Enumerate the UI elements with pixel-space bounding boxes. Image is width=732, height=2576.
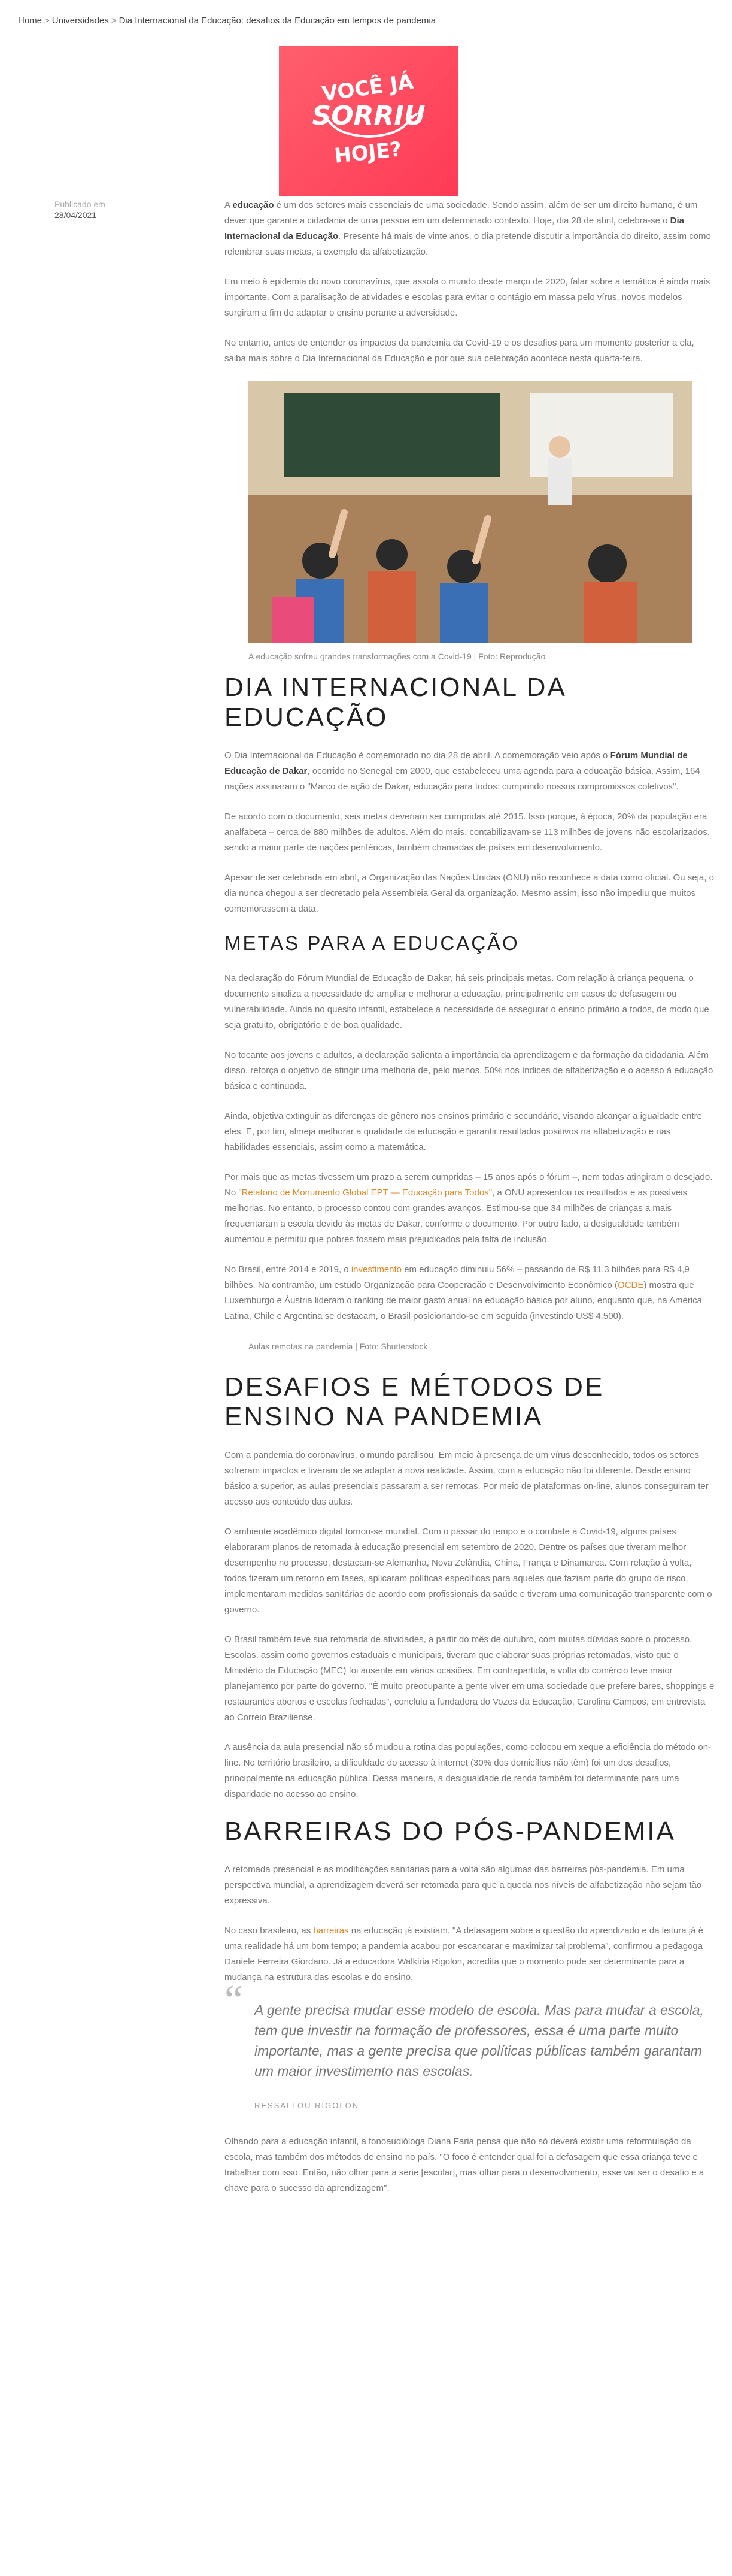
- barreiras-link[interactable]: barreiras: [313, 1926, 349, 1936]
- barreiras-paragraph-2: No caso brasileiro, as barreiras na educação já existiam. "A defasagem sobre a questão do aprendizado e da leitura já é uma realidade há um bom tempo; a pandemia acabou por escancarar e maximizar tal problema", confirmou a pedagoga Daniele Ferreira Giordano. Já a educadora Walkiria Rigolon, acredita que o momento pode ser determinante para a mudança na estrutura das escolas e do ensino.: [224, 1926, 703, 1982]
- keyword-dia-internacional: Dia Internacional da Educação: [224, 216, 684, 241]
- metas-paragraph-4: Por mais que as metas tivessem um prazo a serem cumpridas – 15 anos após o fórum –, nem todas atingiram o desejado. No "Relatório de Monumento Global EPT — Educação para Todos", a ONU apresentou os resultados e as possíveis melhorias. No entanto, o processo contou com grandes avanços. Estimou-se que 34 milhões de crianças a mais frequentaram a escola devido às metas de Dakar, conforme o documento. Por outro lado, a desigualdade também aumentou e permitiu que pobres fossem mais prejudicados pela falta de inclusão.: [224, 1172, 713, 1245]
- heading-barreiras: BARREIRAS DO PÓS-PANDEMIA: [224, 1817, 676, 1846]
- breadcrumb-section-link[interactable]: Universidades: [51, 16, 109, 26]
- metas-paragraph-5: No Brasil, entre 2014 e 2019, o investimento em educação diminuiu 56% – passando de R$ 11,3 bilhões para R$ 4,9 bilhões. Na contramão, um estudo Organização para Cooperação e Desenvolvimento Econômico (OCDE) mostra que Luxemburgo e Áustria lideram o ranking de maior gasto anual na educação básica por aluno, enquanto que, na América Latina, Chile e Argentina se destacam, o Brasil posicionando-se em seguida (investindo US$ 4.500).: [224, 1264, 703, 1321]
- dia-paragraph-1: O Dia Internacional da Educação é comemorado no dia 28 de abril. A comemoração veio após o Fórum Mundial de Educação de Dakar, ocorrido no Senegal em 2000, que estabeleceu uma agenda para a educação básica. Assim, 164 nações assinaram o "Marco de ação de Dakar, educação para todos: cumprindo nossos compromissos coletivos".: [224, 750, 700, 792]
- metas-paragraph-1: Na declaração do Fórum Mundial de Educação de Dakar, há seis principais metas. Com relação à criança pequena, o documento sinaliza a necessidade de ampliar e melhorar a educação, principalmente em casos de defasagem ou vulnerabilidade. Ainda no quesito infantil, estabelece a necessidade de assegurar o ensino primário a todos, de modo que seja gratuito, obrigatório e de boa qualidade.: [224, 973, 709, 1030]
- intro-paragraph-1: A educação é um dos setores mais essenciais de uma sociedade. Sendo assim, além de ser um direito humano, é um dever que garante a cidadania de uma pessoa em um determinado contexto. Hoje, dia 28 de abril, celebra-se o Dia Internacional da Educação. Presente há mais de vinte anos, o dia pretende discutir a importância do direito, assim como relembrar suas metas, a exemplo da alfabetização.: [224, 200, 711, 257]
- metas-paragraph-2: No tocante aos jovens e adultos, a declaração salienta a importância da aprendizagem e da formação da cidadania. Além disso, reforça o objetivo de atingir uma melhoria de, pelo menos, 50% nos índices de alfabetização e o acesso à educação básica e continuada.: [224, 1050, 713, 1091]
- hero-line3: HOJE?: [333, 137, 403, 168]
- hero-line2: SORRIU: [312, 101, 426, 131]
- breadcrumb: [18, 16, 436, 26]
- heading-metas: METAS PARA A EDUCAÇÃO: [224, 932, 520, 954]
- breadcrumb-current: Dia Internacional da Educação: desafios da Educação em tempos de pandemia: [119, 16, 436, 26]
- ocde-link[interactable]: OCDE: [618, 1280, 644, 1290]
- desafios-paragraph-4: A ausência da aula presencial não só mudou a rotina das populações, como colocou em xeque a eficiência do método on-line. No território brasileiro, a dificuldade do acesso à internet (30% dos domicílios não têm) foi um dos desafios, principalmente na educação pública. Dessa maneira, a desigualdade de renda também foi determinante para uma disparidade no acesso ao ensino.: [224, 1742, 712, 1799]
- barreiras-paragraph-3: Olhando para a educação infantil, a fonoaudióloga Diana Faria pensa que não só deverá existir uma reformulação da escola, mas também dos métodos de ensino no país. "O foco é entender qual foi a defasagem que essa criança teve e trabalhar com isso. Então, não olhar para a série [escolar], mas olhar para o desenvolvimento, esse vai ser o desafio e a chave para o sucesso da aprendizagem".: [224, 2136, 704, 2193]
- post-meta: [54, 199, 105, 220]
- hero-line1: VOCÊ JÁ: [320, 69, 415, 107]
- keyword-forum-dakar: Fórum Mundial de Educação de Dakar: [224, 750, 688, 776]
- quote-attribution: RESSALTOU RIGOLON: [254, 2101, 360, 2110]
- figure-caption: Aulas remotas na pandemia | Foto: Shutterstock: [248, 1342, 428, 1351]
- dia-paragraph-2: De acordo com o documento, seis metas deveriam ser cumpridas até 2015. Isso porque, à época, 20% da população era analfabeta – cerca de 880 milhões de adultos. Além do mais, contabilizavam-se 113 milhões de jovens não escolarizados, sendo a maior parte de nações periféricas, também chamadas de países em desenvolvimento.: [224, 812, 710, 853]
- published-date: 28/04/2021: [54, 210, 97, 220]
- figure-caption: A educação sofreu grandes transformações com a Covid-19 | Foto: Reprodução: [248, 652, 546, 661]
- heading-desafios: DESAFIOS E MÉTODOS DE ENSINO NA PANDEMIA: [224, 1372, 605, 1431]
- quote-icon: “: [224, 1977, 244, 2023]
- classroom-figure: [248, 381, 715, 664]
- classroom-photo: [248, 381, 692, 643]
- pull-quote: [224, 1977, 715, 2116]
- quote-text: A gente precisa mudar esse modelo de escola. Mas para mudar a escola, tem que investir na formação de professores, essa é uma parte muito importante, mas a gente precisa que políticas públicas também garantam um maior investimento nas escolas.: [254, 2002, 704, 2079]
- relatorio-link[interactable]: "Relatório de Monumento Global EPT — Educação para Todos": [238, 1188, 493, 1198]
- breadcrumb-separator: >: [44, 16, 50, 26]
- keyword-educacao: educação: [232, 200, 274, 210]
- breadcrumb-separator: >: [111, 16, 117, 26]
- heading-dia-internacional: DIA INTERNACIONAL DA EDUCAÇÃO: [224, 673, 566, 732]
- metas-paragraph-3: Ainda, objetiva extinguir as diferenças de gênero nos ensinos primário e secundário, visando alcançar a igualdade entre eles. E, por fim, almeja melhorar a qualidade da educação e garantir resultados positivos na alfabetização e nas habilidades essenciais, assim como a matemática.: [224, 1111, 702, 1152]
- article-content: [224, 198, 715, 2211]
- hero-image: [279, 46, 458, 196]
- intro-paragraph-3: No entanto, antes de entender os impactos da pandemia da Covid-19 e os desafios para um momento posterior a ela, saiba mais sobre o Dia Internacional da Educação e por que sua celebração acontece nesta quarta-feira.: [224, 338, 694, 364]
- breadcrumb-home-link[interactable]: Home: [18, 16, 42, 26]
- barreiras-paragraph-1: A retomada presencial e as modificações sanitárias para a volta são algumas das barreiras pós-pandemia. Em uma perspectiva mundial, a aprendizagem deverá ser retomada para que a queda nos níveis de alfabetização não sejam tão expressiva.: [224, 1864, 702, 1906]
- desafios-paragraph-2: O ambiente acadêmico digital tornou-se mundial. Com o passar do tempo e o combate à Covid-19, alguns países elaboraram planos de retomada à educação presencial em setembro de 2020. Dentre os países que tiveram melhor desempenho no processo, destacam-se Alemanha, Nova Zelândia, China, França e Dinamarca. Com relação à volta, todos fizeram um retorno em fases, aplicaram políticas específicas para aqueles que faziam parte do grupo de risco, implementaram medidas sanitárias de acordo com profissionais da saúde e tiveram uma comunicação transparente com o governo.: [224, 1527, 712, 1615]
- desafios-paragraph-3: O Brasil também teve sua retomada de atividades, a partir do mês de outubro, com muitas dúvidas sobre o processo. Escolas, assim como governos estaduais e municipais, tiveram que elaborar suas próprias retomadas, visto que o Ministério da Educação (MEC) foi ausente em vários ocasiões. Em contrapartida, a volta do comércio teve maior planejamento por parte do governo. "É muito preocupante a gente viver em uma sociedade que prefere bares, shoppings e restaurantes abertos e escolas fechadas", concluiu a fundadora do Vozes da Educação, Carolina Campos, em entrevista ao Correio Braziliense.: [224, 1634, 715, 1723]
- published-label: Publicado em: [54, 199, 105, 209]
- investimento-link[interactable]: investimento: [351, 1264, 402, 1275]
- hero-lettering: [279, 46, 458, 196]
- classroom-illustration: [248, 381, 692, 643]
- desafios-paragraph-1: Com a pandemia do coronavírus, o mundo paralisou. Em meio à presença de um vírus desconhecido, todos os setores sofreram impactos e tiveram de se adaptar à nova realidade. Assim, com a educação não foi diferente. Desde ensino básico a superior, as aulas presenciais passaram a ser remotas. Por meio de plataformas on-line, alunos conseguiram ter acesso aos conteúdo das aulas.: [224, 1450, 709, 1507]
- dia-paragraph-3: Apesar de ser celebrada em abril, a Organização das Nações Unidas (ONU) não reconhece a data como oficial. Ou seja, o dia nunca chegou a ser decretado pela Assembleia Geral da organização. Mesmo assim, isso não impediu que muitos comemorassem a data.: [224, 873, 714, 914]
- intro-paragraph-2: Em meio à epidemia do novo coronavírus, que assola o mundo desde março de 2020, falar sobre a temática é ainda mais importante. Com a paralisação de atividades e escolas para evitar o contágio em massa pelo vírus, novos modelos surgiram a fim de adaptar o ensino perante a adversidade.: [224, 277, 710, 318]
